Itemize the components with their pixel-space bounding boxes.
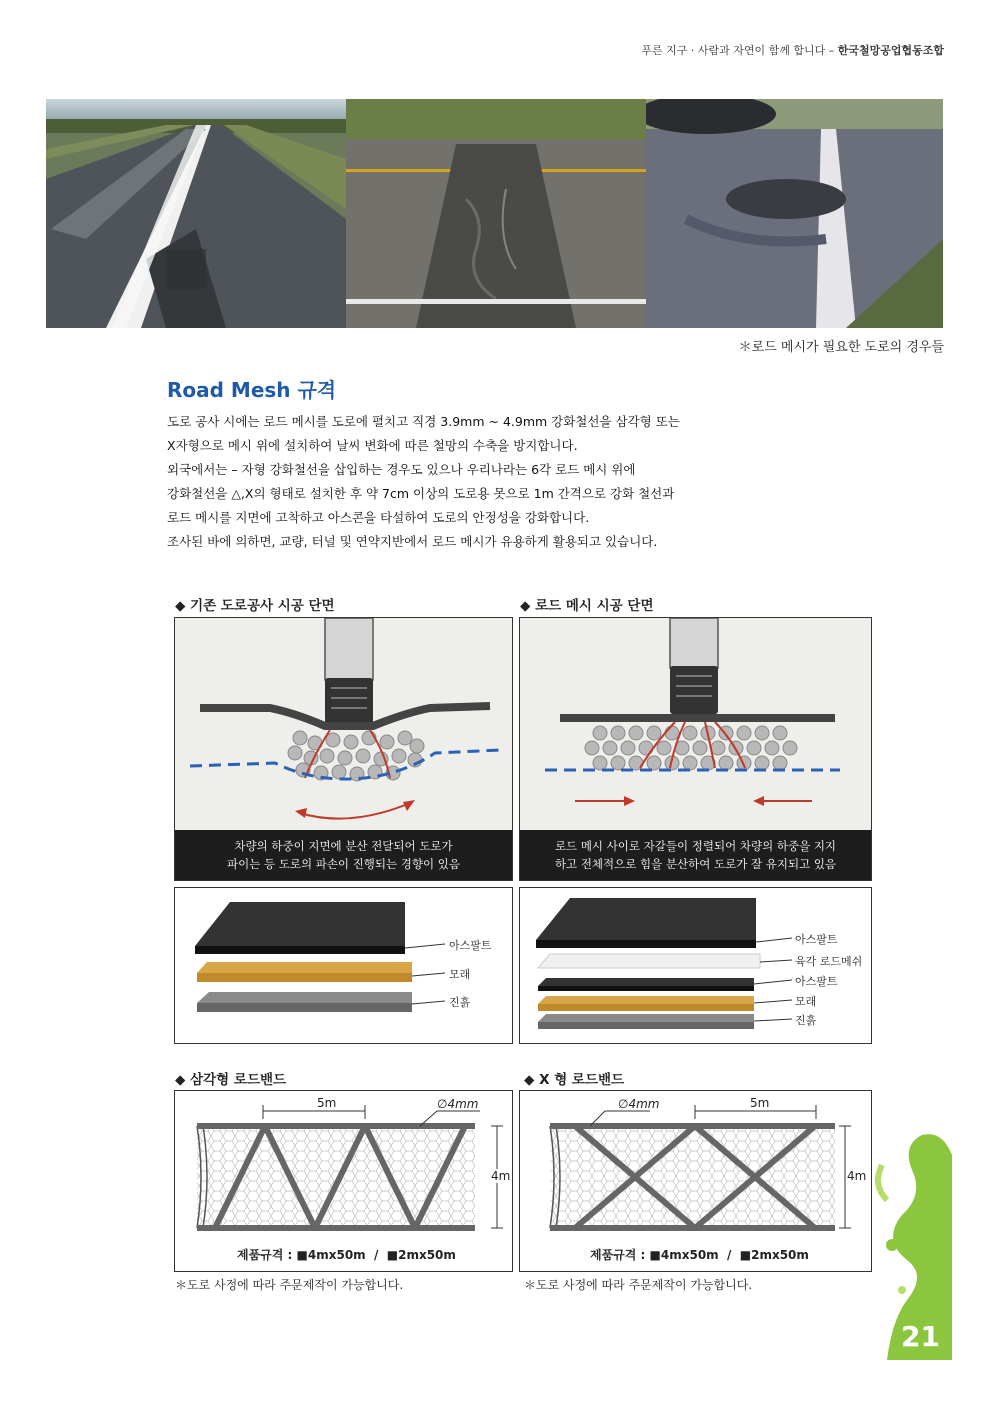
- dim-length: 5m: [317, 1096, 337, 1110]
- right-section-title: ◆ 로드 메시 시공 단면: [520, 598, 654, 614]
- tire-icon: [325, 678, 373, 726]
- section-paragraph: [167, 410, 767, 554]
- para-line: X자형으로 메시 위에 설치하여 날씨 변화에 따른 철망의 수축을 방지합니다.: [167, 438, 578, 453]
- layer-label: 모래: [449, 968, 471, 981]
- tire-icon: [670, 666, 718, 714]
- product-spec: [590, 1246, 809, 1263]
- layer-label: 모래: [795, 995, 817, 1008]
- spec-values: ■4mx50m / ■2mx50m: [296, 1248, 456, 1262]
- dim-wire: ∅4mm: [437, 1097, 479, 1111]
- right-layer-diagram: [519, 887, 872, 1044]
- road-photo-1: [46, 99, 346, 328]
- right-diagram-caption: [520, 830, 871, 880]
- dim-width: 4m: [491, 1169, 511, 1183]
- photo-caption: ＊로드 메시가 필요한 도로의 경우들: [738, 340, 944, 355]
- caption-line: 차량의 하중이 지면에 분산 전달되어 도로가: [234, 839, 453, 853]
- layer-label: 육각 로드메쉬: [795, 955, 863, 968]
- road-photo-3: [646, 99, 943, 328]
- page-number: 21: [901, 1320, 940, 1353]
- spec-label: 제품규격 :: [590, 1248, 646, 1262]
- para-line: 로드 메시를 지면에 고착하고 아스콘을 타설하여 도로의 안정성을 강화합니다.: [167, 510, 590, 525]
- header-text: 푸른 지구 · 사람과 자연이 함께 합니다 –: [641, 44, 838, 57]
- spec-values: ■4mx50m / ■2mx50m: [649, 1248, 809, 1262]
- product-spec: [237, 1246, 456, 1263]
- left-section-title: ◆ 기존 도로공사 시공 단면: [175, 598, 335, 614]
- triangle-note: ＊도로 사정에 따라 주문제작이 가능합니다.: [175, 1278, 404, 1292]
- para-line: 외국에서는 – 자형 강화철선을 삽입하는 경우도 있으나 우리나라는 6각 로드 메시 위에: [167, 462, 636, 477]
- running-header: [641, 42, 944, 58]
- x-band-note: ＊도로 사정에 따라 주문제작이 가능합니다.: [524, 1278, 753, 1292]
- right-cross-section-diagram: [519, 617, 872, 881]
- layer-label: 아스팔트: [795, 933, 838, 946]
- para-line: 도로 공사 시에는 로드 메시를 도로에 펼치고 직경 3.9mm ~ 4.9mm 강화철선을 삼각형 또는: [167, 414, 680, 429]
- para-line: 강화철선을 △,X의 형태로 설치한 후 약 7cm 이상의 도로용 못으로 1m 간격으로 강화 철선과: [167, 486, 675, 501]
- triangle-band-diagram: [174, 1090, 513, 1272]
- layer-label: 아스팔트: [449, 939, 492, 952]
- left-cross-section-diagram: [174, 617, 513, 881]
- left-layer-diagram: [174, 887, 513, 1044]
- dim-width: 4m: [847, 1169, 867, 1183]
- road-photo-strip: [46, 99, 943, 328]
- left-diagram-caption: [175, 830, 512, 880]
- x-band-diagram: [519, 1090, 872, 1272]
- header-org: 한국철망공업협동조합: [837, 44, 944, 57]
- layer-label: 진흙: [449, 996, 471, 1009]
- caption-line: 로드 메시 사이로 자갈들이 정렬되어 차량의 하중을 지지: [554, 839, 837, 853]
- caption-line: 파이는 등 도로의 파손이 진행되는 경향이 있음: [226, 857, 460, 871]
- spec-label: 제품규격 :: [237, 1248, 293, 1262]
- x-band-title: ◆ X 형 로드밴드: [524, 1072, 625, 1088]
- section-title: Road Mesh 규격: [167, 378, 337, 402]
- dim-wire: ∅4mm: [618, 1097, 660, 1111]
- layer-label: 아스팔트: [795, 975, 838, 988]
- triangle-band-title: ◆ 삼각형 로드밴드: [175, 1072, 287, 1088]
- dim-length: 5m: [750, 1096, 770, 1110]
- road-photo-2: [346, 99, 646, 328]
- para-line: 조사된 바에 의하면, 교량, 터널 및 연약지반에서 로드 메시가 유용하게 활용되고 있습니다.: [167, 534, 658, 549]
- caption-line: 하고 전체적으로 힘을 분산하여 도로가 잘 유지되고 있음: [554, 857, 837, 871]
- layer-label: 진흙: [795, 1014, 817, 1027]
